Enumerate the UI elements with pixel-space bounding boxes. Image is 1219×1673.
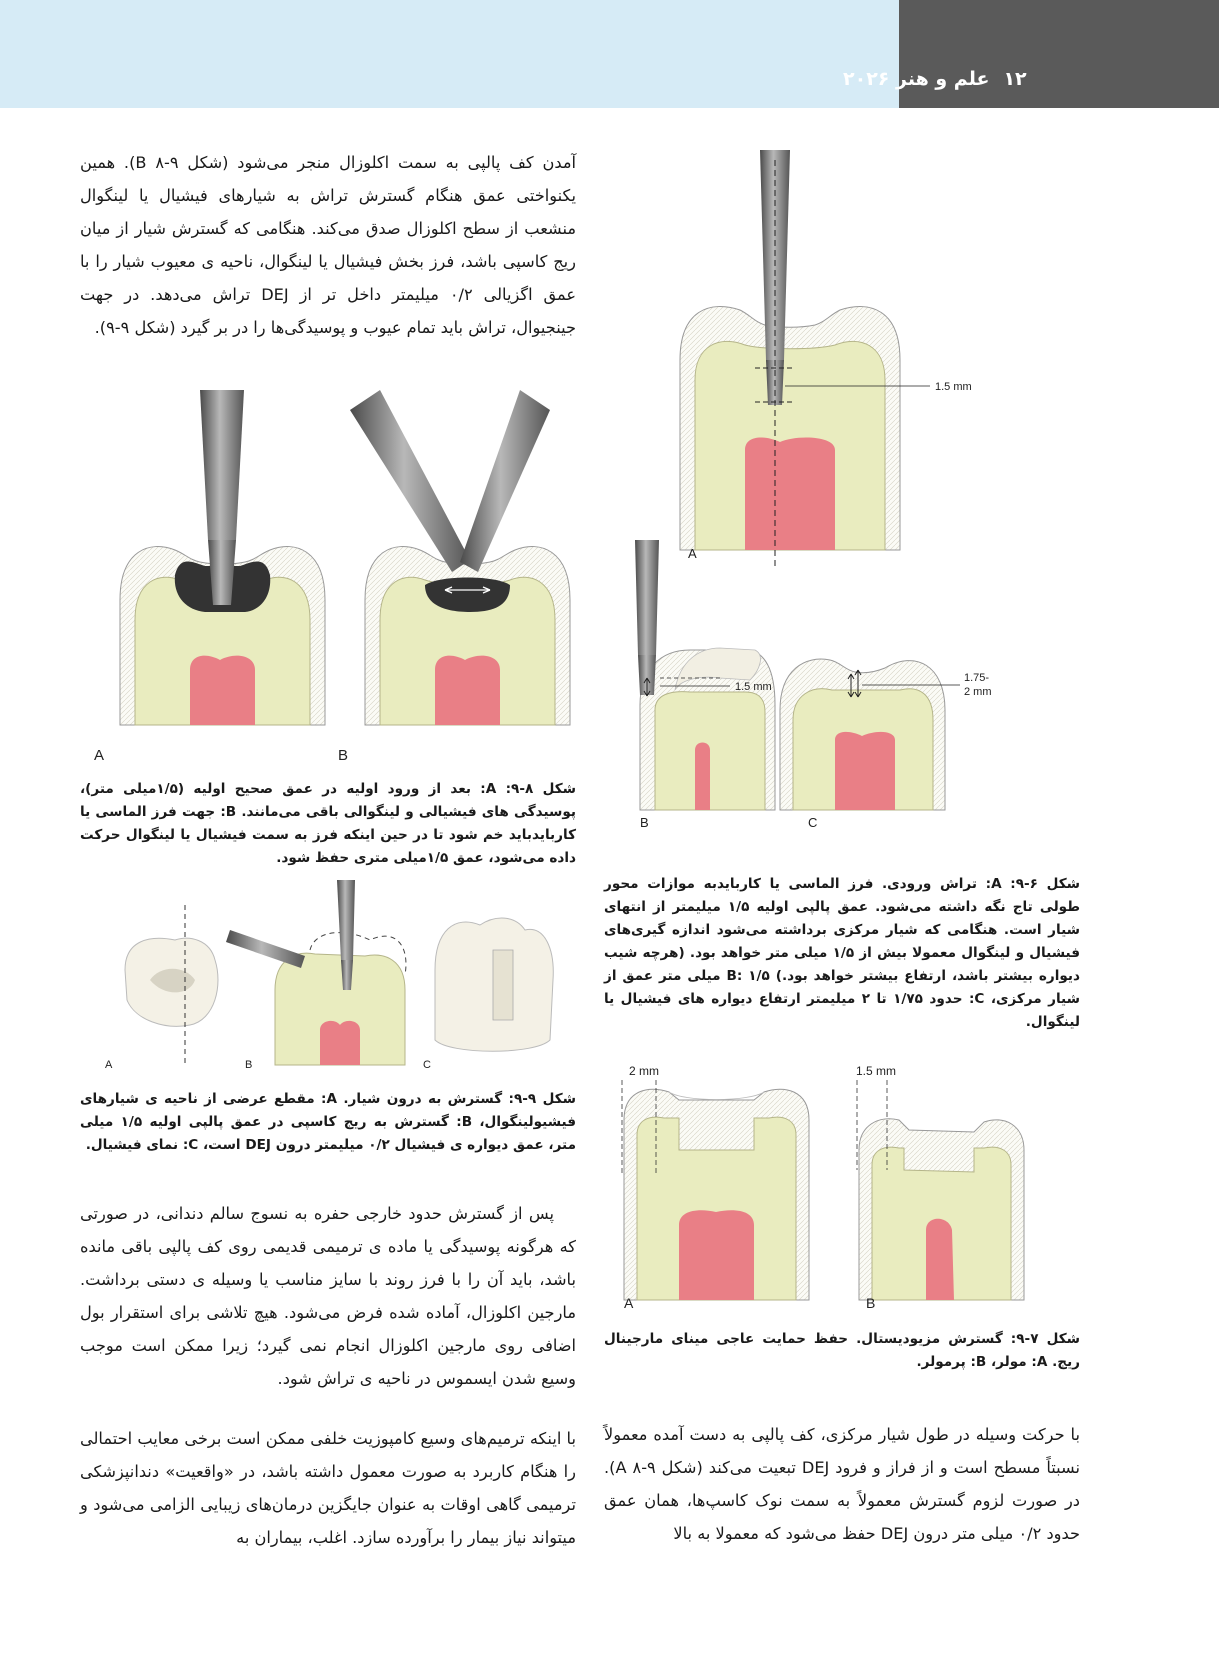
figure-8-label-b: B	[338, 747, 349, 764]
figure-9-label-a: A	[105, 1059, 113, 1071]
figure-7a-measurement: 2 mm	[629, 1064, 659, 1078]
figure-6b-measurement: 1.5 mm	[735, 681, 772, 693]
figure-6a-measurement: 1.5 mm	[935, 381, 972, 393]
tooth-9a	[125, 905, 218, 1065]
figure-6-illustration	[600, 150, 1200, 862]
figure-8-caption: شکل ۸-۹: A: بعد از ورود اولیه در عمق صحیح اولیه (۱/۵میلی متر)، پوسیدگی های فیشیالی و لینگوالی باقی می‌مانند. B: جهت فرز الماسی یا کاربایدباید خم شود تا در حین اینکه فرز به سمت فیشیال یا لینگوال حرکت داده می‌شود، عمق ۱/۵میلی متری حفظ شود.	[80, 781, 576, 866]
figure-7-label-b: B	[866, 1295, 876, 1311]
figure-7-label-a: A	[624, 1295, 634, 1311]
page-header	[0, 0, 1219, 108]
right-paragraph: با حرکت وسیله در طول شیار مرکزی، کف پالپی به دست آمده معمولاً نسبتاً مسطح است و از فراز و فرود DEJ تبعیت می‌کند (شکل A ۸-۹). در صورت لزوم گسترش معمولاً به سمت نوک کاسپ‌ها، همان عمق حدود ۰/۲ میلی متر درون DEJ حفظ می‌شود که معمولا به بالا	[604, 1425, 1081, 1543]
tooth-9b	[226, 880, 406, 1065]
figure-9-label-b: B	[245, 1059, 253, 1071]
header-band-light	[0, 0, 899, 108]
figure-7-illustration	[604, 1060, 1079, 1315]
tooth-8a	[120, 390, 325, 725]
figure-6-label-b: B	[640, 815, 649, 830]
tooth-6b	[635, 540, 775, 810]
tooth-9c	[435, 918, 553, 1051]
left-paragraph-2: با اینکه ترمیم‌های وسیع کامپوزیت خلفی ممکن است برخی معایب احتمالی را هنگام کاربرد به صورت معمول داشته باشد، در «واقعیت» دندانپزشکی ترمیمی گاهی اوقات به عنوان جایگزین درمان‌های زیبایی الزامی می‌شود و میتواند نیاز بیمار را برآورده سازد. اغلب، بیماران به	[80, 1429, 576, 1547]
tooth-7b	[857, 1080, 1024, 1300]
figure-9-caption: شکل ۹-۹: گسترش به درون شیار. A: مقطع عرضی از ناحیه ی شیارهای فیشیولینگوال، B: گسترش به ریج کاسپی در عمق پالپی اولیه ۱/۵ میلی متر، عمق دیواره ی فیشیال ۰/۲ میلیمتر درون DEJ است، C: نمای فیشیال.	[80, 1091, 576, 1153]
figure-6c-measurement-top: 1.75-	[964, 672, 990, 684]
figure-7-caption: شکل ۷-۹: گسترش مزیودیستال. حفظ حمایت عاجی مینای مارجینال ریج. A: مولر، B: پرمولر.	[604, 1331, 1080, 1370]
figure-6-label-a: A	[688, 546, 697, 561]
left-paragraph-1: پس از گسترش حدود خارجی حفره به نسوج سالم دندانی، در صورتی که هرگونه پوسیدگی یا ماده ی ترمیمی قدیمی روی کف پالپی باقی مانده باشد، باید آن را با فرز روند با سایز مناسب یا وسیله ی دستی برداشت. مارجین اکلوزال، آماده شده فرض می‌شود. هیچ تلاشی برای استقرار بول اضافی روی مارجین اکلوزال انجام نمی گیرد؛ زیرا ممکن است موجب وسیع شدن ایسموس در ناحیه ی تراش شود.	[80, 1204, 576, 1388]
figure-9-illustration	[105, 890, 565, 1070]
tooth-6a	[680, 150, 930, 570]
figure-8-label-a: A	[94, 747, 105, 764]
tooth-6c	[780, 659, 960, 810]
tooth-7a	[622, 1080, 809, 1300]
left-paragraph-top: آمدن کف پالپی به سمت اکلوزال منجر می‌شود (شکل B ۸-۹). همین یکنواختی عمق هنگام گسترش تراش به شیارهای فیشیال یا لینگوال منشعب از سطح اکلوزال صدق می‌کند. هنگامی که گسترش شیار از میان ریج کاسپی باشد، فرز بخش فیشیال یا لینگوال، ناحیه ی معیوب شیار را با عمق اگزیالی ۰/۲ میلیمتر داخل تر از DEJ تراش می‌دهد. در جهت جینجیوال، تراش باید تمام عیوب و پوسیدگی‌ها را در بر گیرد (شکل ۹-۹).	[80, 153, 577, 337]
tooth-8b	[350, 390, 570, 725]
figure-6-label-c: C	[808, 815, 818, 830]
figure-8-illustration	[80, 390, 580, 765]
figure-9-label-c: C	[423, 1059, 431, 1071]
book-title: علم و هنر ۲۰۲۶	[843, 68, 990, 90]
figure-6c-measurement-bottom: 2 mm	[964, 686, 992, 698]
figure-7b-measurement: 1.5 mm	[856, 1064, 897, 1078]
figure-6-caption: شکل ۶-۹: A: تراش ورودی. فرز الماسی یا کاربایدبه موازات محور طولی تاج نگه داشته می‌شود. عمق پالپی اولیه ۱/۵ میلیمتر از انتهای شیار است. هنگامی که شیار مرکزی برداشته می‌شود اندازه گیری‌های فیشیال و لینگوال معمولا بیش از ۱/۵ میلی متر خواهد بود. (هرچه شیب دیواره بیشتر باشد، ارتفاع بیشتر خواهد بود.) B: ۱/۵ میلی متر عمق از شیار مرکزی، C: حدود ۱/۷۵ تا ۲ میلیمتر ارتفاع دیواره های فیشیال یا لینگوال.	[604, 876, 1081, 1030]
running-head	[829, 68, 1089, 102]
page-number: ۱۲	[1003, 68, 1027, 90]
